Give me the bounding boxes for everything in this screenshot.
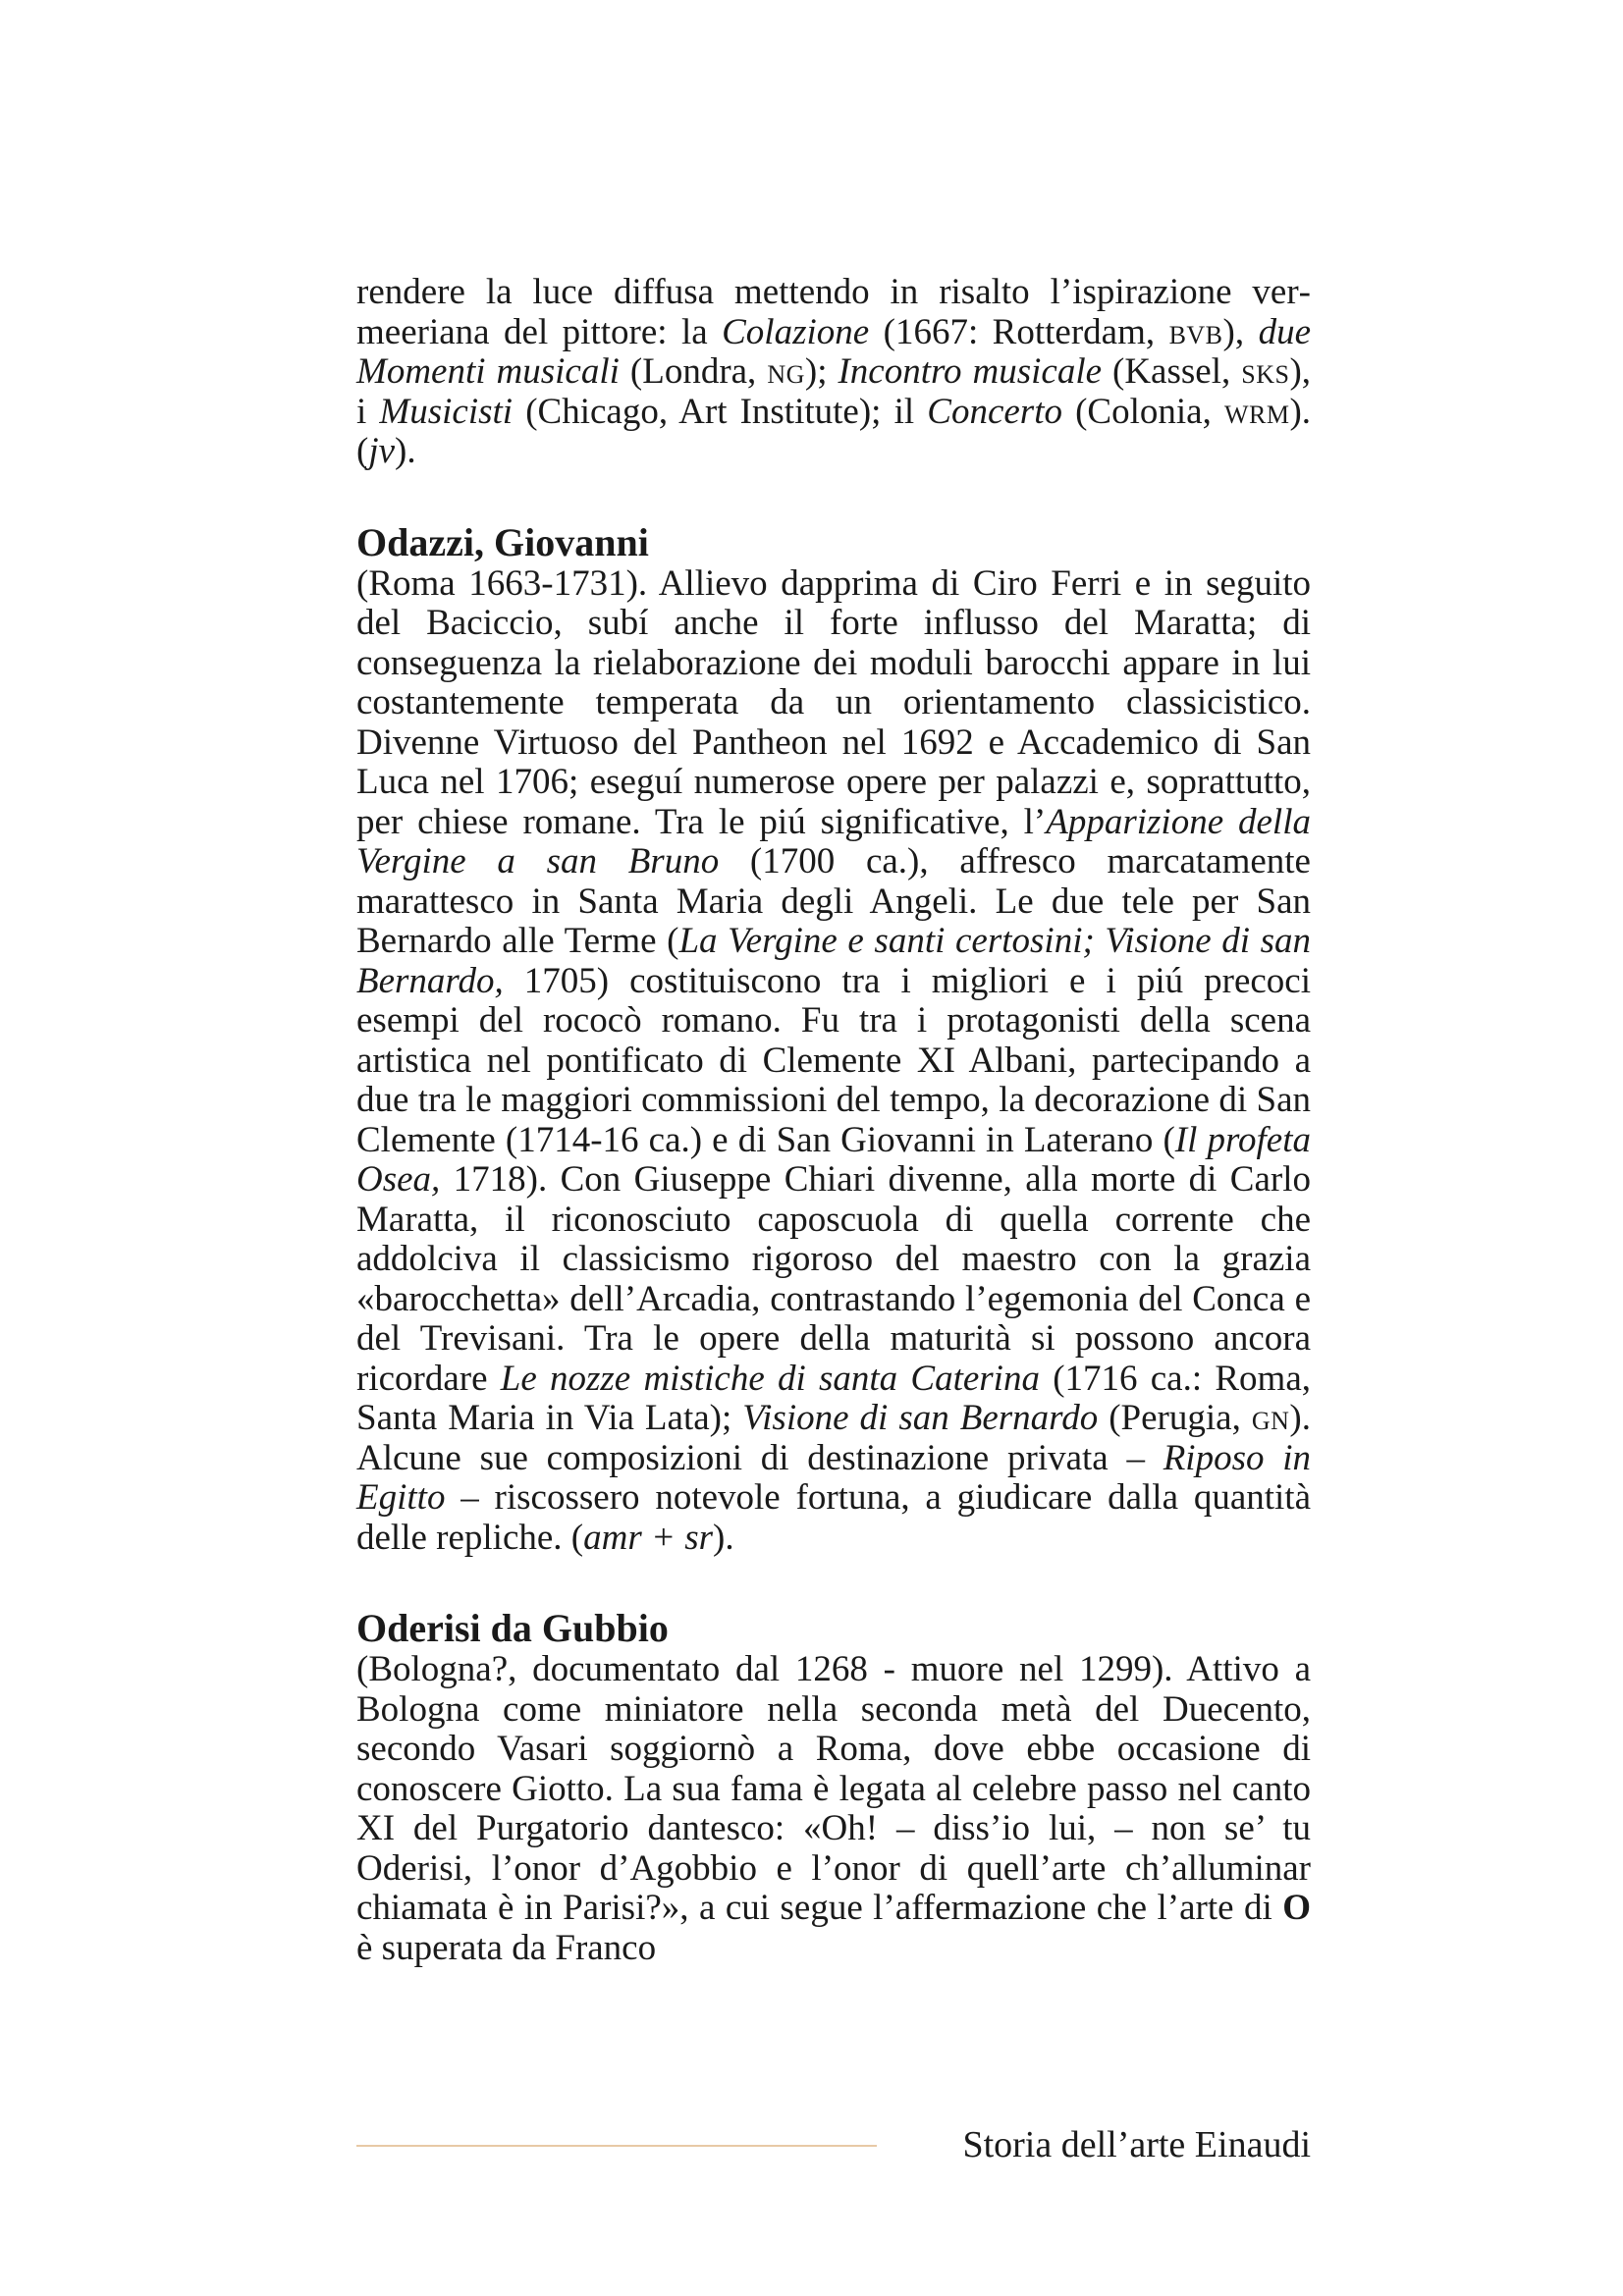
museum-abbreviation: gn bbox=[1251, 1398, 1290, 1438]
artwork-title: Riposo in Egitto bbox=[356, 1437, 1311, 1518]
text-run: (Colonia, bbox=[1061, 391, 1224, 432]
artwork-title: Visione di san Bernardo bbox=[742, 1398, 1099, 1438]
footer-rule bbox=[356, 2145, 877, 2147]
entry-body-odazzi bbox=[356, 564, 1311, 1559]
text-run: è superata da Franco bbox=[356, 1927, 657, 1968]
artwork-title: Colazione bbox=[722, 311, 870, 352]
text-run: (Bologna?, documentato dal 1268 - muore nel 1299). Attivo a Bologna come miniatore nella seconda metà del Duecento, secondo Vasari soggiornò a Roma, dove ebbe occasione di conoscere Giotto. La sua fama è legata al celebre passo nel canto XI del Purgatorio dantesco: «Oh! – diss’io lui, – non se’ tu Oderisi, l’onor d’Agobbio e l’onor di quell’arte ch’alluminar chiamata è in Parisi?», a cui segue l’affermazione che l’arte di bbox=[356, 1649, 1311, 1928]
museum-abbreviation: ng bbox=[767, 351, 805, 392]
text-run: ). ( bbox=[356, 391, 1312, 471]
text-run: (Kassel, bbox=[1102, 351, 1242, 392]
intro-paragraph bbox=[356, 273, 1311, 472]
artwork-title: Il profeta Osea, bbox=[356, 1119, 1311, 1200]
text-run: ), i bbox=[356, 351, 1312, 432]
text-run: ); bbox=[804, 351, 839, 392]
author-signature: amr + sr bbox=[583, 1517, 714, 1558]
entry-heading-odazzi: Odazzi, Giovanni bbox=[356, 519, 649, 564]
section-gap bbox=[356, 1558, 1311, 1607]
artwork-title: La Vergine e santi certosini; Visione di san Bernardo, bbox=[356, 921, 1312, 1001]
museum-abbreviation: bvb bbox=[1168, 311, 1223, 352]
text-run: (Londra, bbox=[619, 351, 768, 392]
author-signature: jv bbox=[368, 431, 396, 471]
entry-heading-oderisi: Oderisi da Gubbio bbox=[356, 1606, 669, 1650]
artwork-title: due Momenti musicali bbox=[356, 311, 1311, 392]
text-run: (1667: Rotterdam, bbox=[869, 311, 1169, 352]
text-run: (1700 ca.), affresco marcatamente marattesco in Santa Maria degli Angeli. Le due tele per San Bernardo alle Terme ( bbox=[356, 841, 1311, 961]
artwork-title: Le nozze mistiche di santa Caterina bbox=[500, 1358, 1040, 1399]
entry-initial: O bbox=[1282, 1888, 1311, 1928]
artwork-title: Concerto bbox=[927, 391, 1062, 432]
artwork-title: Apparizione della Vergine a san Bruno bbox=[356, 801, 1311, 881]
text-run: ). Alcune sue composizioni di destinazione privata – bbox=[356, 1398, 1311, 1478]
text-run: (Perugia, bbox=[1098, 1398, 1252, 1438]
text-run: 1705) costituiscono tra i migliori e i piú precoci esempi del rococò romano. Fu tra i protagonisti della scena artistica nel pontificato di Clemente XI Albani, partecipando a due tra le maggiori commissioni del tempo, la decorazione di San Clemente (1714-16 ca.) e di San Giovanni in Laterano ( bbox=[356, 960, 1311, 1160]
museum-abbreviation: wrm bbox=[1223, 391, 1290, 432]
page-footer bbox=[356, 2120, 1311, 2169]
text-run: (1716 ca.: Roma, Santa Maria in Via Lata); bbox=[356, 1358, 1311, 1438]
text-run: (Chicago, Art Institute); il bbox=[513, 391, 928, 432]
text-run: 1718). Con Giuseppe Chiari divenne, alla morte di Carlo Maratta, il riconosciuto caposcuola di quella corrente che addolciva il classicismo rigoroso del maestro con la grazia «barocchetta» dell’Arcadia, contrastando l’egemonia del Conca e del Trevisani. Tra le opere della maturità si possono ancora ricordare bbox=[356, 1159, 1312, 1399]
page-body bbox=[356, 273, 1311, 1968]
text-run: ). bbox=[395, 431, 416, 471]
text-run: rendere la luce diffusa mettendo in risalto l’ispirazione vermeeriana del pittore: la bbox=[356, 272, 1311, 352]
artwork-title: Incontro musicale bbox=[838, 351, 1103, 392]
text-run: ). bbox=[713, 1517, 734, 1558]
text-run: ), bbox=[1222, 311, 1259, 352]
publisher-title: Storia dell’arte Einaudi bbox=[962, 2124, 1311, 2165]
text-run: (Roma 1663-1731). Allievo dapprima di Ciro Ferri e in seguito del Baciccio, subí anche il forte influsso del Maratta; di conseguenza la rielaborazione dei moduli barocchi appare in lui costantemente temperata da un orientamento classicistico. Divenne Virtuoso del Pantheon nel 1692 e Accademico di San Luca nel 1706; eseguí numerose opere per palazzi e, soprattutto, per chiese romane. Tra le piú significative, l’ bbox=[356, 562, 1311, 842]
artwork-title: Musicisti bbox=[379, 391, 514, 432]
section-gap bbox=[356, 472, 1311, 521]
museum-abbreviation: sks bbox=[1241, 351, 1290, 392]
text-run: – riscossero notevole fortuna, a giudicare dalla quantità delle repliche. ( bbox=[356, 1477, 1311, 1558]
entry-body-oderisi bbox=[356, 1650, 1311, 1968]
